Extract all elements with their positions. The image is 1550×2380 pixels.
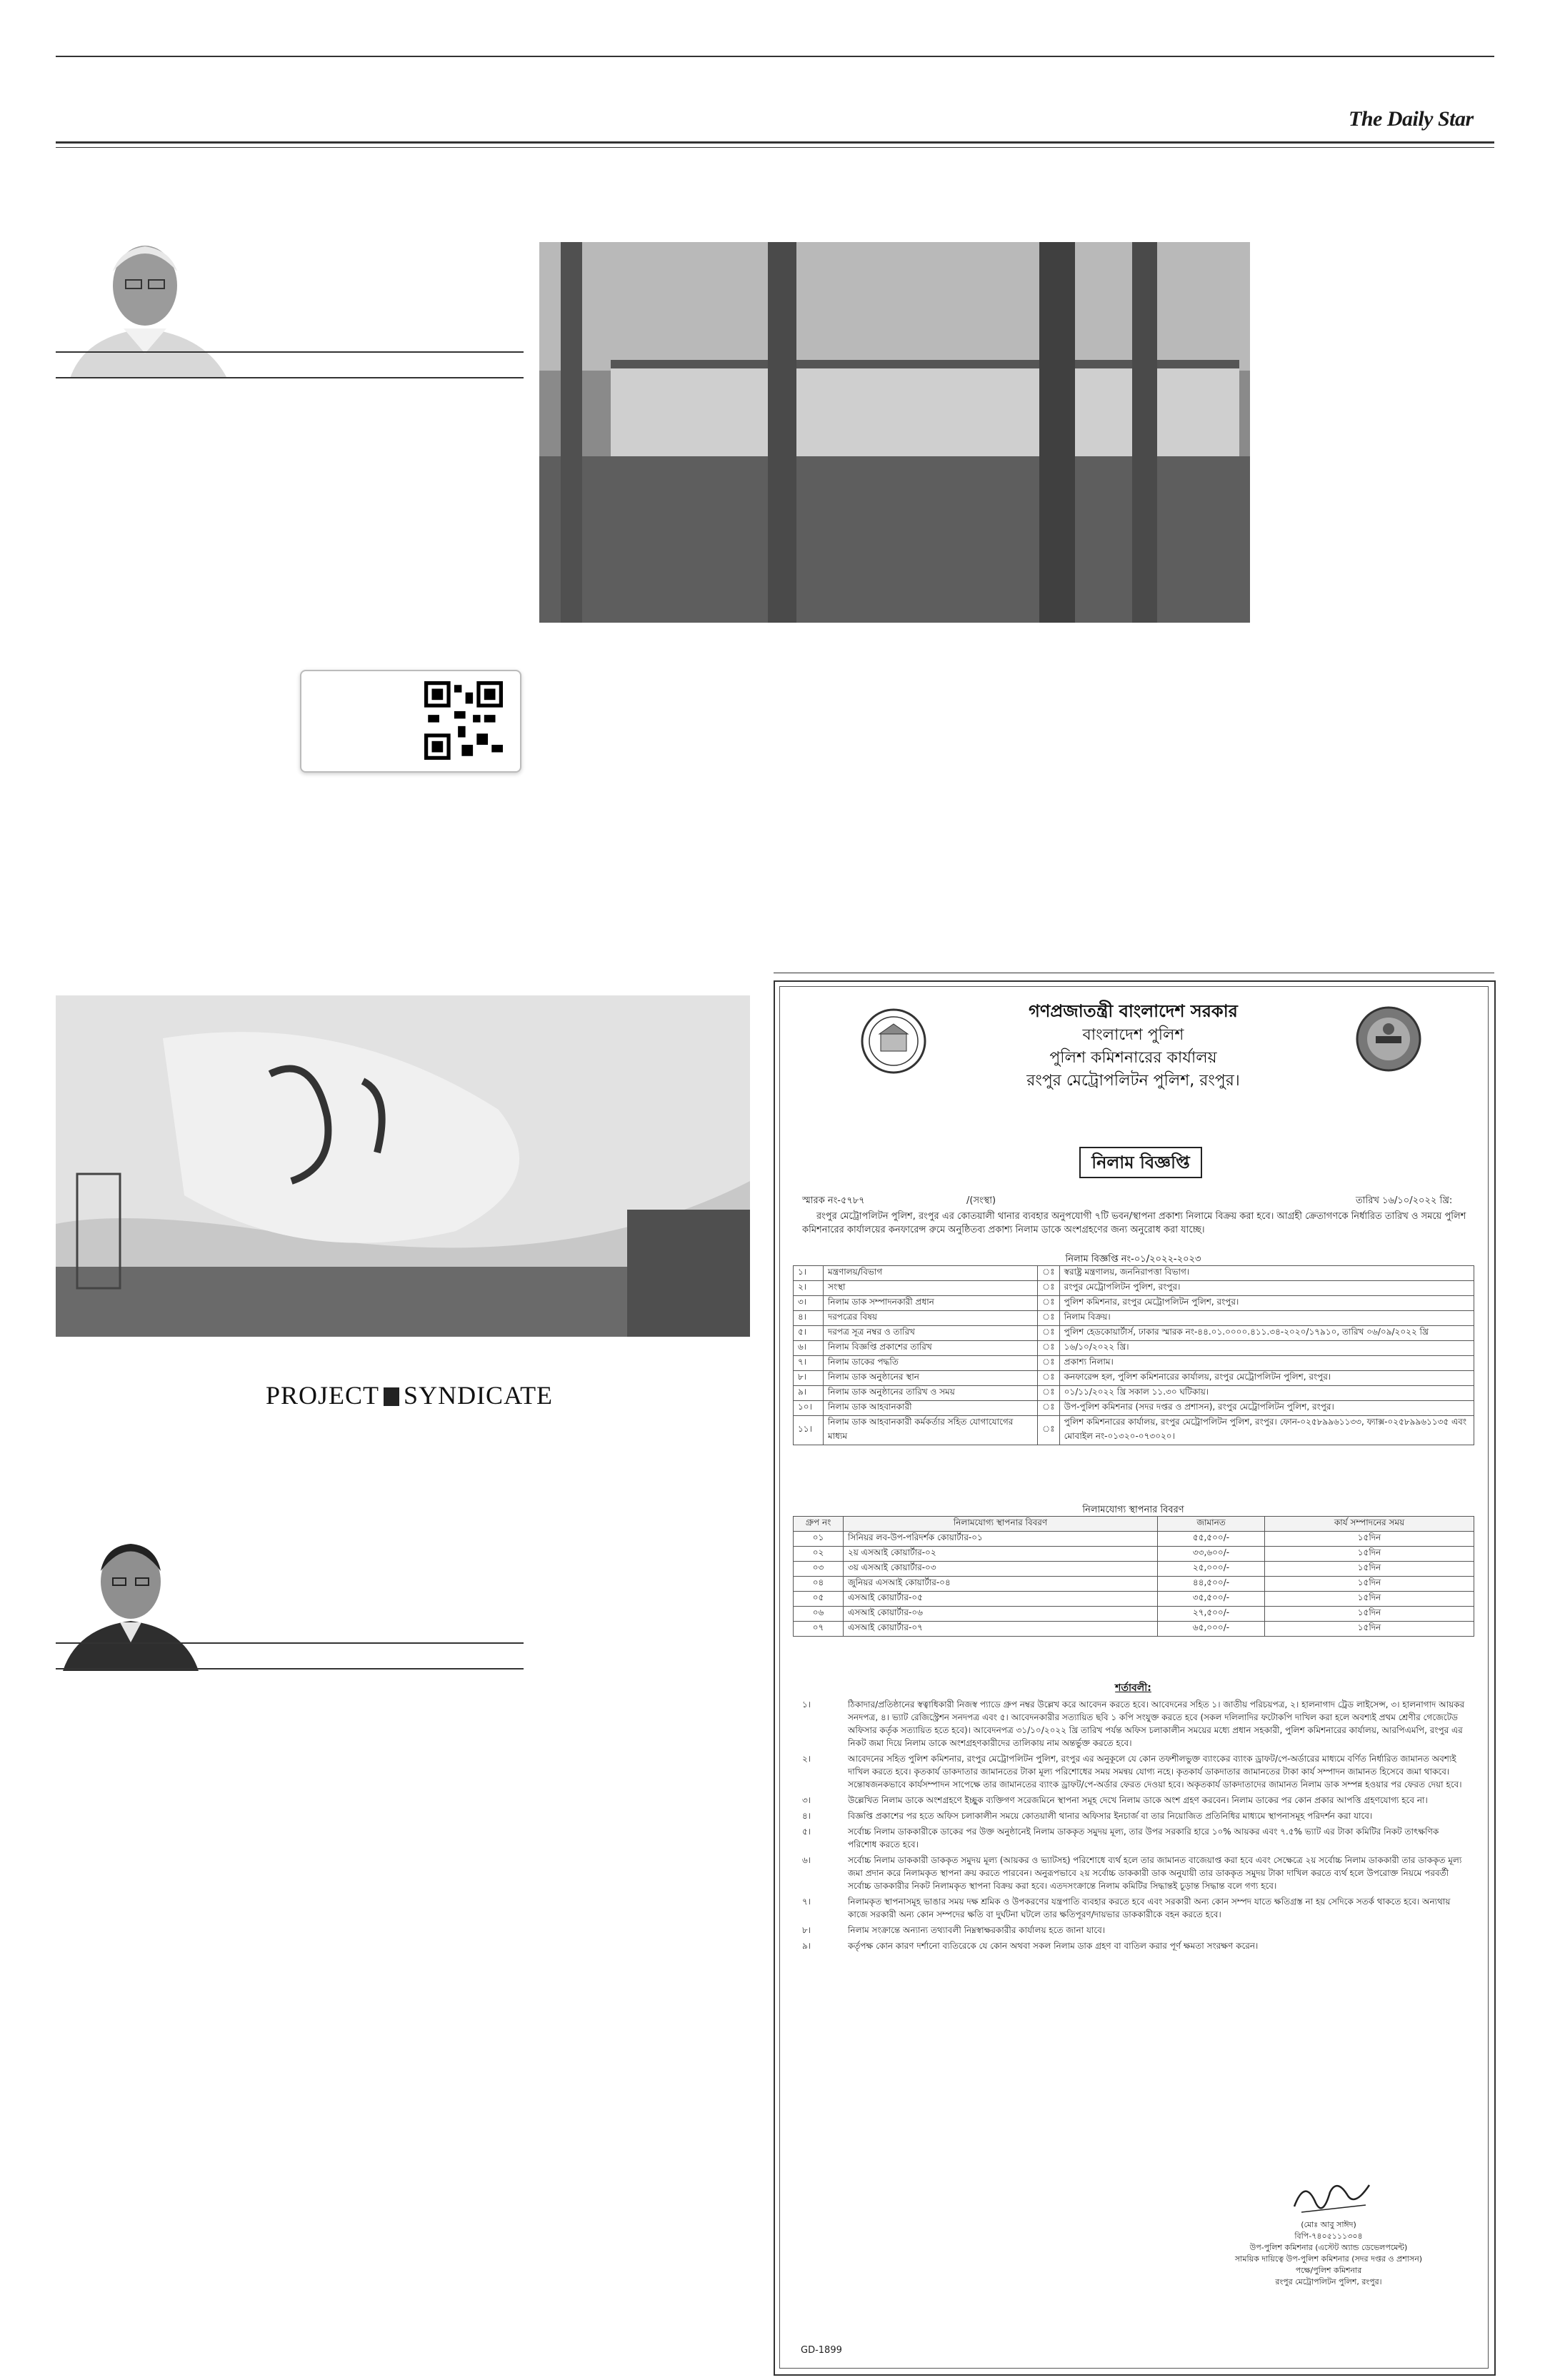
term-text: সর্বোচ্চ নিলাম ডাককারীকে ডাকের পর উক্ত অনুষ্ঠানেই নিলাম ডাককৃত সমুদয় মূল্য, তার উপর সরকারি হারে ১০% আয়কর এবং ৭.৫% ভ্যাট এর টাকা কমিটির নিকট তাৎক্ষণিক পরিশোধ করতে হবে। xyxy=(848,1827,1439,1849)
buildings-table xyxy=(793,1516,1474,1637)
info-row-label: দরপত্রের বিষয় xyxy=(824,1311,1038,1326)
building-group-no: ০৭ xyxy=(794,1622,844,1637)
info-row-number: ১১। xyxy=(794,1416,824,1445)
info-row-number: ২। xyxy=(794,1281,824,1296)
building-row xyxy=(794,1607,1474,1622)
notice-govt-title: গণপ্রজাতন্ত্রী বাংলাদেশ সরকার xyxy=(1029,1001,1238,1021)
info-row-value: পুলিশ হেডকোয়ার্টার্স, ঢাকার স্মারক নং-৪৪.০১.০০০০.৪১১.৩৪-২০২০/১৭৯১০, তারিখ ০৬/০৯/২০২২ খ্রি xyxy=(1059,1326,1474,1341)
notice-intro: রংপুর মেট্রোপলিটন পুলিশ, রংপুর এর কোতয়ালী থানার ব্যবহার অনুপযোগী ৭টি ভবন/স্থাপনা প্রকাশ্য নিলামে বিক্রয় করা হবে। আগ্রহী ক্রেতাগণকে নির্ধারিত তারিখ ও সময়ে পুলিশ কমিশনারের কার্যালয়ের কনফারেন্স রুমে অনুষ্ঠিতব্য প্রকাশ্য নিলাম ডাকে অংশগ্রহণের জন্য অনুরোধ করা যাচ্ছে। xyxy=(802,1211,1466,1235)
notice-office: পুলিশ কমিশনারের কার্যালয় xyxy=(1049,1049,1217,1067)
term-text: আবেদনের সহিত পুলিশ কমিশনার, রংপুর মেট্রোপলিটন পুলিশ, রংপুর এর অনুকূলে যে কোন তফশীলভুক্ত ব্যাংকের ব্যাংক ড্রাফট/পে-অর্ডারের মাধ্যমে বর্ণিত নির্ধারিত জামানত অবশ্যই দাখিল করতে হবে। কৃতকার্য ডাকদাতার জামানতের টাকা মূল্য পরিশোধের সময় সমন্বয় যোগ্য নহে। কৃতকার্য ডাকদাতার জামানতের টাকা কার্য সম্পাদন জামানত হিসেবে জমা থাকবে। সন্তোষজনকভাবে কার্যসম্পাদন সাপেক্ষে তার জামানতের ব্যাংক ড্রাফট/পে-অর্ডার ফেরত দেওয়া হবে। অকৃতকার্য ডাকদাতাদের জামানত নিলাম ডাক সম্পন্ন হওয়ার পর ফেরত দেয়া হবে। xyxy=(848,1754,1462,1789)
info-row-value: কনফারেন্স হল, পুলিশ কমিশনারের কার্যালয়, রংপুর মেট্রোপলিটন পুলিশ, রংপুর। xyxy=(1059,1371,1474,1386)
qr-code-box xyxy=(300,670,521,773)
notice-city: রংপুর মেট্রোপলিটন পুলিশ, রংপুর। xyxy=(1026,1072,1240,1090)
term-text: উল্লেখিত নিলাম ডাকে অংশগ্রহণে ইচ্ছুক ব্যক্তিগণ সরেজমিনে স্থাপনা সমূহ দেখে নিলাম ডাকে অংশ গ্রহণ করবেন। নিলাম ডাকের পর কোন প্রকার আপত্তি গ্রহণযোগ্য হবে না। xyxy=(848,1795,1428,1805)
building-group-no: ০১ xyxy=(794,1532,844,1547)
building-deposit: ৫৫,৫০০/- xyxy=(1158,1532,1265,1547)
building-desc: এসআই কোয়ার্টার-০৭ xyxy=(844,1622,1158,1637)
info-row-value: পুলিশ কমিশনারের কার্যালয়, রংপুর মেট্রোপলিটন পুলিশ, রংপুর। ফোন-০২৫৮৯৯৬১১৩৩, ফ্যাক্স-০২৫৮৯৯৬১১৩৫ এবং মোবাইল নং-০১৩২০-০৭৩০২০। xyxy=(1059,1416,1474,1445)
info-row-label: সংস্থা xyxy=(824,1281,1038,1296)
building-group-no: ০৬ xyxy=(794,1607,844,1622)
col-header-group: গ্রুপ নং xyxy=(794,1517,844,1532)
term-number: ৭। xyxy=(802,1897,811,1907)
author-rule-1b xyxy=(56,377,524,378)
info-row-number: ৭। xyxy=(794,1356,824,1371)
signatory-block xyxy=(1214,2219,1443,2288)
info-row-colon: ঃ xyxy=(1038,1326,1060,1341)
building-group-no: ০৫ xyxy=(794,1592,844,1607)
info-row-value: নিলাম বিক্রয়। xyxy=(1059,1311,1474,1326)
info-row-number: ১০। xyxy=(794,1401,824,1416)
terms-title: শর্তাবলী: xyxy=(1115,1682,1151,1694)
info-row xyxy=(794,1266,1474,1281)
building-deposit: ২৭,৫০০/- xyxy=(1158,1607,1265,1622)
building-time: ১৫দিন xyxy=(1265,1547,1474,1562)
term-text: সর্বোচ্চ নিলাম ডাককারী ডাককৃত সমুদয় মূল্য (আয়কর ও ভ্যাটসহ) পরিশোধে ব্যর্থ হলে তার জামানত বাজেয়াপ্ত করা হবে এবং সেক্ষেত্রে ২য় সর্বোচ্চ নিলাম ডাককারী তার ডাককৃত মূল্য জমা প্রদান করে নিলামকৃত স্থাপনা ক্রয় করতে পারবেন। অনুরূপভাবে ২য় সর্বোচ্চ ডাককারী ডাক অনুযায়ী তার ডাককৃত সমুদয় টাকা দাখিল করতে ব্যর্থ হলে উপরোক্ত নিয়মে পরবর্তী সর্বোচ্চ ডাককারীর নিকট নিলামকৃত স্থাপনা বিক্রয় করা হবে। এতদসংক্রান্তে নিলাম কমিটির সিদ্ধান্তই চূড়ান্ত সিদ্ধান্ত বলে গণ্য হবে। xyxy=(848,1855,1462,1891)
term-text: কর্তৃপক্ষ কোন কারণ দর্শানো ব্যতিরেকে যে কোন অথবা সকল নিলাম ডাক গ্রহণ বা বাতিল করার পূর্ণ ক্ষমতা সংরক্ষণ করেন। xyxy=(848,1941,1259,1951)
building-desc: এসআই কোয়ার্টার-০৬ xyxy=(844,1607,1158,1622)
info-row-label: নিলাম ডাক আহবানকারী xyxy=(824,1401,1038,1416)
info-row-number: ৪। xyxy=(794,1311,824,1326)
info-row xyxy=(794,1341,1474,1356)
building-desc: ২য় এসআই কোয়ার্টার-০২ xyxy=(844,1547,1158,1562)
info-row-label: নিলাম ডাক সম্পাদনকারী প্রধান xyxy=(824,1296,1038,1311)
info-row xyxy=(794,1416,1474,1445)
info-row-label: দরপত্র সূত্র নম্বর ও তারিখ xyxy=(824,1326,1038,1341)
building-group-no: ০২ xyxy=(794,1547,844,1562)
term-number: ১। xyxy=(802,1699,811,1709)
crowd-rally-photo xyxy=(539,242,1250,623)
building-row xyxy=(794,1547,1474,1562)
info-row-value: পুলিশ কমিশনার, রংপুর মেট্রোপলিটন পুলিশ, রংপুর। xyxy=(1059,1296,1474,1311)
notice-info-table xyxy=(793,1265,1474,1445)
term-item xyxy=(802,1924,1466,1937)
signatory-name: (মোঃ আবু সাঈদ) xyxy=(1301,2220,1356,2229)
term-item xyxy=(802,1854,1466,1892)
col-header-desc: নিলামযোগ্য স্থাপনার বিবরণ xyxy=(844,1517,1158,1532)
terms-list xyxy=(802,1698,1466,1955)
signatory-charge: সাময়িক দায়িত্বে উপ-পুলিশ কমিশনার (সদর দপ্তর ও প্রশাসন) xyxy=(1234,2254,1423,2264)
info-row-colon: ঃ xyxy=(1038,1341,1060,1356)
building-group-no: ০৩ xyxy=(794,1562,844,1577)
signatory-org: রংপুর মেট্রোপলিটন পুলিশ, রংপুর। xyxy=(1275,2277,1382,2286)
building-time: ১৫দিন xyxy=(1265,1532,1474,1547)
info-row-number: ৮। xyxy=(794,1371,824,1386)
project-syndicate-logo: PROJECT SYNDICATE xyxy=(266,1381,554,1410)
info-row-colon: ঃ xyxy=(1038,1401,1060,1416)
memo-type: /(সংস্থা) xyxy=(966,1195,996,1206)
term-text: ঠিকাদার/প্রতিষ্ঠানের স্বত্বাধিকারী নিজস্ব প্যাডে গ্রুপ নম্বর উল্লেখ করে আবেদন করতে হবে। আবেদনের সহিত ১। জাতীয় পরিচয়পত্র, ২। হালনাগাদ ট্রেড লাইসেন্স, ৩। হালনাগাদ আয়কর সনদপত্র, ৪। ভ্যাট রেজিস্ট্রেশন সনদপত্র এবং ৫। আবেদনকারীর সত্যায়িত ছবি ১ কপি সংযুক্ত করতে হবে (সকল দলিলাদির ফটোকপি দাখিল করা হলে অবশ্যই প্রথম শ্রেণীর গেজেটেড অফিসার কর্তৃক সত্যায়িত হতে হবে)। আবেদনপত্র ৩১/১০/২০২২ খ্রি তারিখ পর্যন্ত অফিস চলাকালীন সময়ের মধ্যে প্রধান সহকারী, পুলিশ কমিশনারের কার্যালয়, আরপিএমপি, রংপুর এর নিকট জমা দিয়ে নিলাম ডাকে অংশগ্রহণকারীদের তালিকায় নাম অন্তর্ভুক্ত করতে হবে। xyxy=(848,1699,1465,1748)
info-row-number: ৬। xyxy=(794,1341,824,1356)
signatory-for: পক্ষে/পুলিশ কমিশনার xyxy=(1295,2266,1362,2275)
info-row-value: ১৬/১০/২০২২ খ্রি। xyxy=(1059,1341,1474,1356)
building-row xyxy=(794,1532,1474,1547)
building-desc: এসআই কোয়ার্টার-০৫ xyxy=(844,1592,1158,1607)
col-header-deposit: জামানত xyxy=(1158,1517,1265,1532)
term-text: নিলাম সংক্রান্তে অন্যান্য তথ্যাবলী নিম্নস্বাক্ষরকারীর কার্যালয় হতে জানা যাবে। xyxy=(848,1925,1106,1935)
building-row xyxy=(794,1562,1474,1577)
info-row-label: মন্ত্রণালয়/বিভাগ xyxy=(824,1266,1038,1281)
info-row-colon: ঃ xyxy=(1038,1356,1060,1371)
info-row-value: উপ-পুলিশ কমিশনার (সদর দপ্তর ও প্রশাসন), রংপুর মেট্রোপলিটন পুলিশ, রংপুর। xyxy=(1059,1401,1474,1416)
info-row-value: রংপুর মেট্রোপলিটন পুলিশ, রংপুর। xyxy=(1059,1281,1474,1296)
building-desc: সিনিয়র লব-উপ-পরিদর্শক কোয়ার্টার-০১ xyxy=(844,1532,1158,1547)
info-row xyxy=(794,1281,1474,1296)
top-rule xyxy=(56,56,1494,57)
author-rule-1 xyxy=(56,351,524,353)
qr-code-icon xyxy=(424,681,503,760)
notice-ref-title: নিলাম বিজ্ঞপ্তি নং-০১/২০২২-২০২৩ xyxy=(1065,1254,1201,1265)
info-row-number: ৩। xyxy=(794,1296,824,1311)
term-item xyxy=(802,1895,1466,1921)
building-deposit: ৩৫,৫০০/- xyxy=(1158,1592,1265,1607)
term-number: ৫। xyxy=(802,1827,811,1837)
notice-heading: নিলাম বিজ্ঞপ্তি xyxy=(1079,1147,1202,1178)
building-time: ১৫দিন xyxy=(1265,1577,1474,1592)
term-number: ৩। xyxy=(802,1795,811,1805)
col-header-time: কার্য সম্পাদনের সময় xyxy=(1265,1517,1474,1532)
info-row-value: স্বরাষ্ট্র মন্ত্রণালয়, জননিরাপত্তা বিভাগ। xyxy=(1059,1266,1474,1281)
info-row xyxy=(794,1386,1474,1401)
gd-code: GD-1899 xyxy=(801,2345,842,2356)
info-row-colon: ঃ xyxy=(1038,1296,1060,1311)
building-deposit: ২৫,০০০/- xyxy=(1158,1562,1265,1577)
building-row xyxy=(794,1577,1474,1592)
masthead-rule-1 xyxy=(56,141,1494,144)
author-rule-2 xyxy=(56,1642,524,1644)
info-row-colon: ঃ xyxy=(1038,1371,1060,1386)
info-row-colon: ঃ xyxy=(1038,1386,1060,1401)
term-number: ৪। xyxy=(802,1811,811,1821)
info-row-value: ০১/১১/২০২২ খ্রি সকাল ১১.৩০ ঘটিকায়। xyxy=(1059,1386,1474,1401)
info-row-label: নিলাম ডাকের পদ্ধতি xyxy=(824,1356,1038,1371)
info-row-number: ৫। xyxy=(794,1326,824,1341)
building-row xyxy=(794,1592,1474,1607)
masthead-logo: The Daily Star xyxy=(1349,107,1474,131)
notice-date: তারিখ ১৬/১০/২০২২ খ্রি: xyxy=(1356,1195,1453,1206)
building-deposit: ৩৩,৬০০/- xyxy=(1158,1547,1265,1562)
term-item xyxy=(802,1698,1466,1749)
info-row-number: ১। xyxy=(794,1266,824,1281)
info-row-value: প্রকাশ্য নিলাম। xyxy=(1059,1356,1474,1371)
term-item xyxy=(802,1752,1466,1791)
building-time: ১৫দিন xyxy=(1265,1562,1474,1577)
building-group-no: ০৪ xyxy=(794,1577,844,1592)
term-number: ২। xyxy=(802,1754,811,1764)
building-time: ১৫দিন xyxy=(1265,1592,1474,1607)
term-number: ৬। xyxy=(802,1855,811,1865)
author-photo-elderly-man xyxy=(56,229,234,378)
masthead-rule-2 xyxy=(56,147,1494,148)
author-rule-2b xyxy=(56,1668,524,1669)
info-row-number: ৯। xyxy=(794,1386,824,1401)
info-row xyxy=(794,1296,1474,1311)
building-desc: ৩য় এসআই কোয়ার্টার-০৩ xyxy=(844,1562,1158,1577)
building-row xyxy=(794,1622,1474,1637)
info-row-label: নিলাম বিজ্ঞপ্তি প্রকাশের তারিখ xyxy=(824,1341,1038,1356)
term-item xyxy=(802,1825,1466,1851)
building-time: ১৫দিন xyxy=(1265,1607,1474,1622)
flag-waving-crowd-photo xyxy=(56,995,750,1337)
term-item xyxy=(802,1939,1466,1952)
info-row xyxy=(794,1326,1474,1341)
info-row xyxy=(794,1401,1474,1416)
notice-dept: বাংলাদেশ পুলিশ xyxy=(1082,1026,1184,1044)
signature-icon xyxy=(1287,2171,1373,2221)
info-row-label: নিলাম ডাক আহবানকারী কর্মকর্তার সহিত যোগাযোগের মাধ্যম xyxy=(824,1416,1038,1445)
signatory-designation: উপ-পুলিশ কমিশনার (এস্টেট অ্যান্ড ডেভেলপমেন্ট) xyxy=(1249,2243,1408,2252)
term-number: ৮। xyxy=(802,1925,811,1935)
memo-number: স্মারক নং-৫৭৮৭ xyxy=(802,1195,865,1206)
signatory-bp: বিপি-৭৪০৫১১১৩০৪ xyxy=(1294,2231,1363,2241)
info-row-colon: ঃ xyxy=(1038,1281,1060,1296)
term-number: ৯। xyxy=(802,1941,811,1951)
info-row xyxy=(794,1371,1474,1386)
building-time: ১৫দিন xyxy=(1265,1622,1474,1637)
buildings-title: নিলামযোগ্য স্থাপনার বিবরণ xyxy=(1082,1505,1184,1515)
info-row xyxy=(794,1356,1474,1371)
term-item xyxy=(802,1794,1466,1807)
info-row-colon: ঃ xyxy=(1038,1416,1060,1445)
building-deposit: ৪৪,৫০০/- xyxy=(1158,1577,1265,1592)
term-text: নিলামকৃত স্থাপনাসমূহ ভাঙার সময় দক্ষ শ্রমিক ও উপকরণের যন্ত্রপাতি ব্যবহার করতে হবে এবং সরকারী অন্য কোন সম্পদ যাতে ক্ষতিগ্রস্ত না হয় সেদিকে সতর্ক থাকতে হবে। অন্যথায় কাজে সরকারী অন্য কোন সম্পদের ক্ষতি বা দুর্ঘটনা ঘটলে তার ক্ষতিপূরণ/দায়ভার ডাককারীকে বহন করতে হবে। xyxy=(848,1897,1451,1919)
info-row-label: নিলাম ডাক অনুষ্ঠানের স্থান xyxy=(824,1371,1038,1386)
info-row-label: নিলাম ডাক অনুষ্ঠানের তারিখ ও সময় xyxy=(824,1386,1038,1401)
author-photo-man-with-glasses xyxy=(56,1528,206,1671)
term-text: বিজ্ঞপ্তি প্রকাশের পর হতে অফিস চলাকালীন সময়ে কোতয়ালী থানার অফিসার ইনচার্জ বা তার নিয়োজিত প্রতিনিধির মাধ্যমে স্থাপনাসমূহ পরিদর্শন করা যাবে। xyxy=(848,1811,1373,1821)
info-row-colon: ঃ xyxy=(1038,1311,1060,1326)
info-row-colon: ঃ xyxy=(1038,1266,1060,1281)
info-row xyxy=(794,1311,1474,1326)
building-deposit: ৬৫,০০০/- xyxy=(1158,1622,1265,1637)
term-item xyxy=(802,1809,1466,1822)
building-desc: জুনিয়র এসআই কোয়ার্টার-০৪ xyxy=(844,1577,1158,1592)
